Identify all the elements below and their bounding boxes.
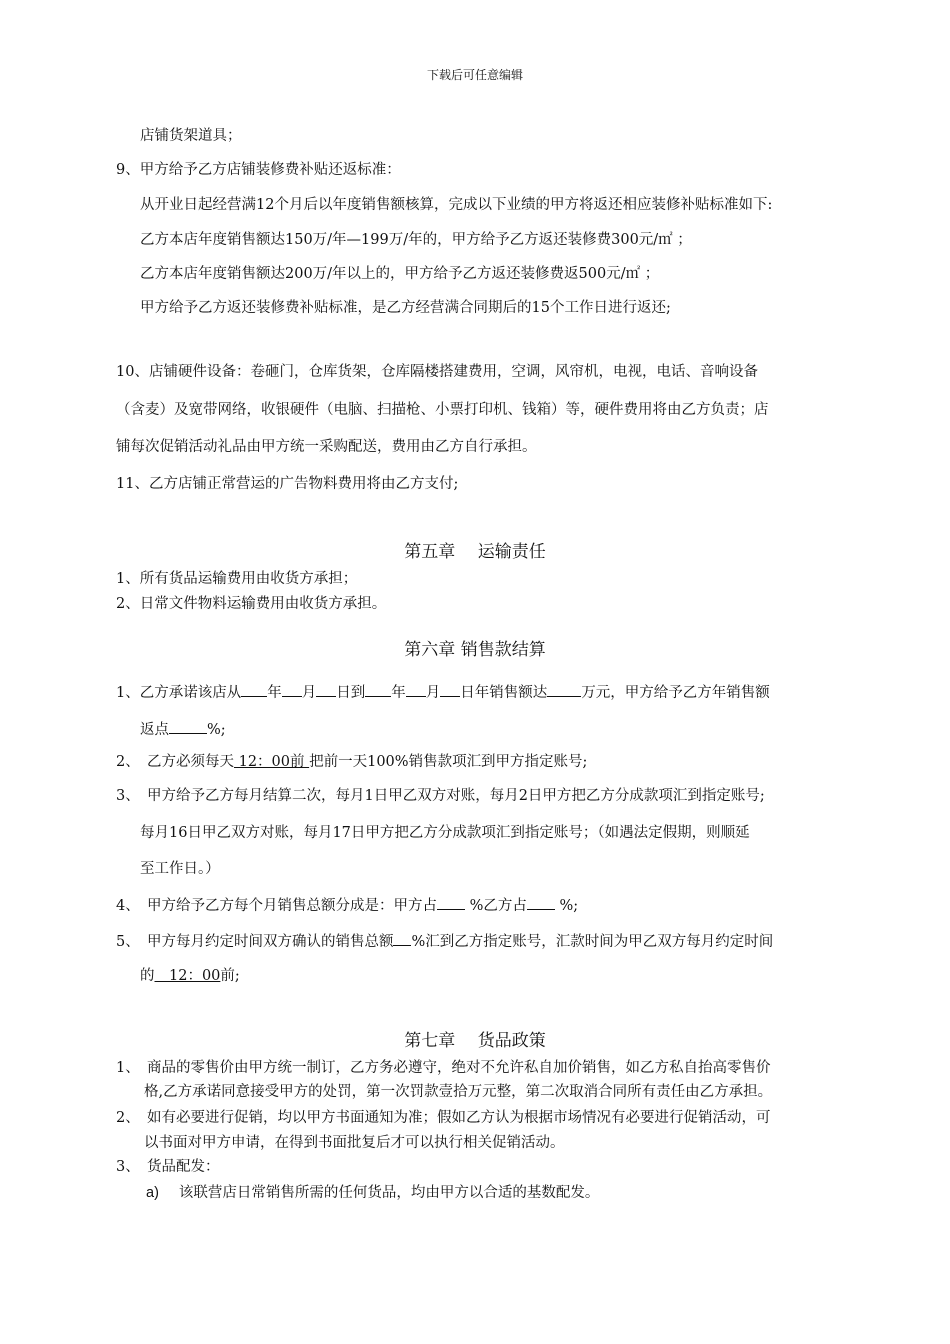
text: 甲方给予乙方年销售额 — [624, 685, 770, 701]
clause-6-2 — [116, 752, 587, 772]
blank-field — [547, 680, 581, 697]
text: 万元， — [581, 685, 625, 701]
text: 返点 — [140, 722, 169, 738]
text-line: 乙方本店年度销售额达150万/年—199万/年的，甲方给予乙方返还装修费300元/㎡ ； — [140, 232, 692, 248]
text: %乙方占 — [464, 898, 527, 914]
text-line: 乙方本店年度销售额达200万/年以上的，甲方给予乙方返还装修费返500元/㎡ ； — [140, 266, 660, 282]
text: %; — [554, 898, 579, 914]
text: 前; — [220, 968, 240, 984]
blank-field — [393, 929, 411, 946]
chapter-7-title: 第七章 货品政策 — [404, 1031, 546, 1051]
text-line: 从开业日起经营满12个月后以年度销售额核算，完成以下业绩的甲方将返还相应装修补贴标准如下: — [140, 197, 773, 213]
blank-field — [169, 717, 207, 734]
text: 4、 甲方给予乙方每个月销售总额分成是：甲方占 — [116, 898, 437, 914]
sub-item-a — [146, 1183, 599, 1203]
blank-field — [282, 680, 302, 697]
sub-item-marker: a) — [146, 1185, 159, 1201]
text-line — [140, 966, 240, 986]
blank-field — [406, 680, 426, 697]
clause-6-1 — [116, 680, 770, 703]
text-line: 店铺货架道具； — [140, 128, 242, 144]
clause-11: 11、乙方店铺正常营运的广告物料费用将由乙方支付; — [116, 476, 459, 492]
blank-field — [241, 680, 267, 697]
clause-6-3: 3、 甲方给予乙方每月结算二次，每月1日甲乙双方对账，每月2日甲方把乙方分成款项汇到指定账号; — [116, 788, 765, 804]
clause-9: 9、甲方给予乙方店铺装修费补贴还返标准： — [116, 162, 401, 178]
text-line: 每月16日甲乙双方对账，每月17日甲方把乙方分成款项汇到指定账号；（如遇法定假期，则顺延 — [140, 825, 750, 841]
text: 该联营店日常销售所需的任何货品，均由甲方以合适的基数配发。 — [178, 1185, 600, 1201]
clause-7-1: 1、 商品的零售价由甲方统一制订，乙方务必遵守，绝对不允许私自加价销售，如乙方私自抬高零售价 — [116, 1060, 771, 1076]
text-line: 以书面对甲方申请，在得到书面批复后才可以执行相关促销活动。 — [144, 1135, 565, 1151]
page-header: 下载后可任意编辑 — [426, 68, 523, 82]
text: 日到 — [336, 685, 366, 701]
text: 日年销售额达 — [460, 685, 548, 701]
clause-7-2: 2、 如有必要进行促销，均以甲方书面通知为准；假如乙方认为根据市场情况有必要进行促销活动，可 — [116, 1110, 771, 1126]
text: 年 — [267, 685, 282, 701]
text-line: 1、所有货品运输费用由收货方承担； — [116, 571, 358, 587]
text: 2、 乙方必须每天 — [116, 754, 234, 770]
clause-7-3: 3、 货品配发： — [116, 1159, 220, 1175]
deadline-time: 12：00 — [154, 968, 221, 984]
blank-field — [316, 680, 336, 697]
blank-field — [365, 680, 391, 697]
text: 的 — [140, 968, 155, 984]
text-line: 至工作日。） — [140, 861, 220, 877]
text: %; — [207, 722, 226, 738]
clause-6-5 — [116, 929, 773, 952]
text: 1、乙方承诺该店从 — [116, 685, 242, 701]
chapter-6-title: 第六章 销售款结算 — [404, 640, 546, 660]
blank-field — [527, 893, 555, 910]
blank-field — [437, 893, 465, 910]
text: 月 — [301, 685, 317, 701]
text-line: 格,乙方承诺同意接受甲方的处罚，第一次罚款壹拾万元整，第二次取消合同所有责任由乙方承担。 — [144, 1084, 773, 1100]
text: %汇到乙方指定账号，汇款时间为甲乙双方每月约定时间 — [411, 934, 774, 950]
clause-10: 10、店铺硬件设备：卷砸门，仓库货架，仓库隔楼搭建费用，空调，风帘机，电视，电话、音响设备 — [116, 364, 758, 380]
text: 把前一天100%销售款项汇到甲方指定账号; — [309, 754, 588, 770]
text-line — [140, 717, 226, 740]
text-line: 铺每次促销活动礼品由甲方统一采购配送，费用由乙方自行承担。 — [116, 439, 537, 455]
text: 月 — [425, 685, 441, 701]
chapter-5-title: 第五章 运输责任 — [404, 542, 546, 562]
blank-field — [440, 680, 460, 697]
text-line: （含麦）及宽带网络，收银硬件（电脑、扫描枪、小票打印机、钱箱）等，硬件费用将由乙方负责；店 — [116, 402, 769, 418]
text: 5、 甲方每月约定时间双方确认的销售总额 — [116, 934, 394, 950]
text-line: 甲方给予乙方返还装修费补贴标准，是乙方经营满合同期后的15个工作日进行返还; — [140, 300, 671, 316]
deadline-time: 12：00前 — [233, 754, 310, 770]
clause-6-4 — [116, 893, 578, 916]
text-line: 2、日常文件物料运输费用由收货方承担。 — [116, 596, 387, 612]
text: 年 — [391, 685, 406, 701]
